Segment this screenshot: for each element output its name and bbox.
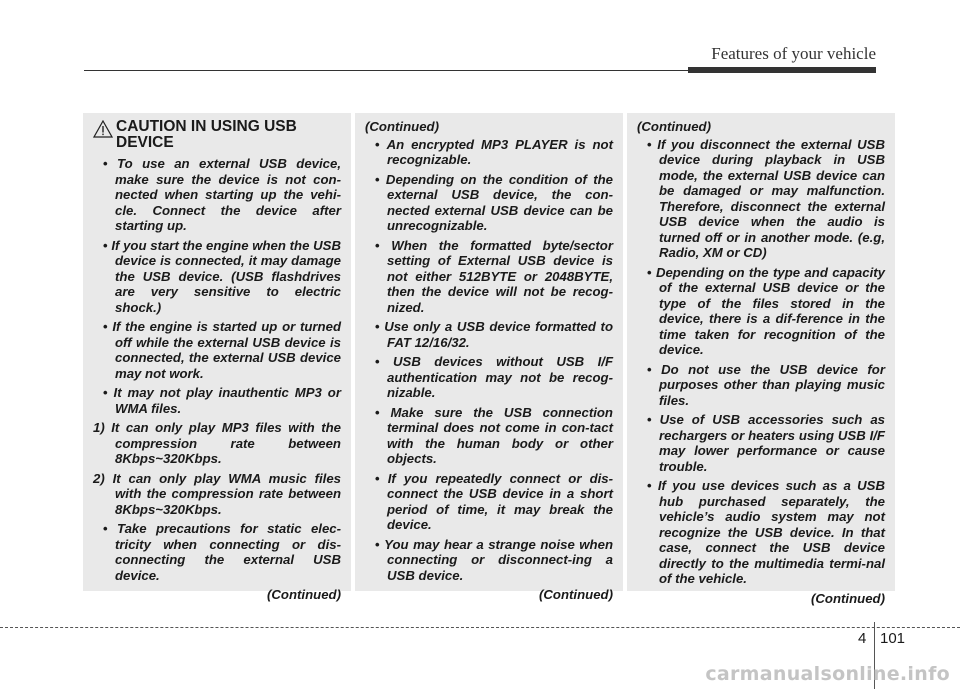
list-item: • Make sure the USB connection terminal does not come in con-tact with the human body or other objects. (375, 404, 613, 466)
caution-title: CAUTION IN USING USB DEVICE (116, 118, 297, 151)
warning-triangle-icon (93, 120, 113, 138)
list-item: • You may hear a strange noise when connecting or disconnect-ing a USB device. (375, 536, 613, 583)
list-item: • It may not play inauthentic MP3 or WMA files. (103, 385, 341, 416)
page-number: 101 (880, 630, 906, 647)
caution-list-1a (93, 156, 341, 416)
caution-column-2 (355, 113, 623, 602)
list-item: • Use only a USB device formatted to FAT 12/16/32. (375, 319, 614, 350)
caution-list-3 (637, 137, 885, 587)
list-item: • USB devices without USB I/F authentication may not be recog-nizable. (375, 354, 613, 400)
list-item: • Do not use the USB device for purposes other than playing music files. (647, 361, 885, 408)
list-item: • To use an external USB device, make sure the device is not con-nected when starting up the vehi-cle. Connect the device after starting up. (103, 156, 342, 233)
caution-heading (93, 119, 341, 151)
list-item: • Use of USB accessories such as rechargers or heaters using USB I/F may lower performance or cause trouble. (647, 412, 885, 474)
numbered-item: 2) It can only play WMA music files with the compression rate between 8Kbps~320Kbps. (93, 470, 341, 517)
list-item: • If the engine is started up or turned off while the external USB device is connected, the external USB device may not work. (103, 319, 342, 381)
list-item: • If you repeatedly connect or dis-connect the USB device in a short period of time, it may break the device. (375, 470, 614, 532)
caution-column-3 (627, 113, 895, 606)
numbered-item: 1) It can only play MP3 files with the compression rate between 8Kbps~320Kbps. (93, 420, 341, 466)
caution-list-1b (93, 521, 341, 583)
list-item: • If you disconnect the external USB device during playback in USB mode, the external USB device can be damaged or may malfunction. Therefore, disconnect the external USB device when the audio is turned off or in another mode. (e.g, Radio, XM or CD) (647, 136, 886, 260)
list-item: • When the formatted byte/sector setting of External USB device is not either 512BYTE or 2048BYTE, then the device will not be recog-nized. (375, 237, 613, 315)
header-title: Features of your vehicle (711, 44, 876, 63)
list-item: • If you use devices such as a USB hub purchased separately, the vehicle’s audio system may not recognize the USB device. In that case, connect the USB device directly to the multimedia termi-nal of the vehicle. (647, 478, 886, 586)
caution-list-2 (365, 137, 613, 584)
list-item: • Depending on the type and capacity of the external USB device or the type of the files stored in the device, there is a dif-ference in the time taken for recognition of the device. (647, 264, 885, 357)
list-item: • Take precautions for static elec-tricity when connecting or dis-connecting the external USB device. (103, 521, 341, 583)
continued-label: (Continued) (811, 590, 885, 606)
continued-label: (Continued) (539, 587, 613, 602)
continued-top-label: (Continued) (637, 119, 711, 134)
continued-label: (Continued) (267, 587, 341, 602)
list-item: • An encrypted MP3 PLAYER is not recognizable. (375, 136, 613, 167)
watermark: carmanualsonline.info (705, 663, 950, 685)
chapter-number: 4 (858, 630, 867, 647)
continued-top-label: (Continued) (365, 119, 439, 134)
header-rule-accent (688, 67, 876, 73)
list-item: • If you start the engine when the USB device is connected, it may damage the USB device. (USB flashdrives are very sensitive to electric shock.) (103, 237, 341, 315)
footer-dashed-rule (0, 627, 960, 628)
caution-column-1 (83, 113, 351, 602)
list-item: • Depending on the condition of the external USB device, the con-nected external USB device can be unrecognizable. (375, 171, 614, 233)
